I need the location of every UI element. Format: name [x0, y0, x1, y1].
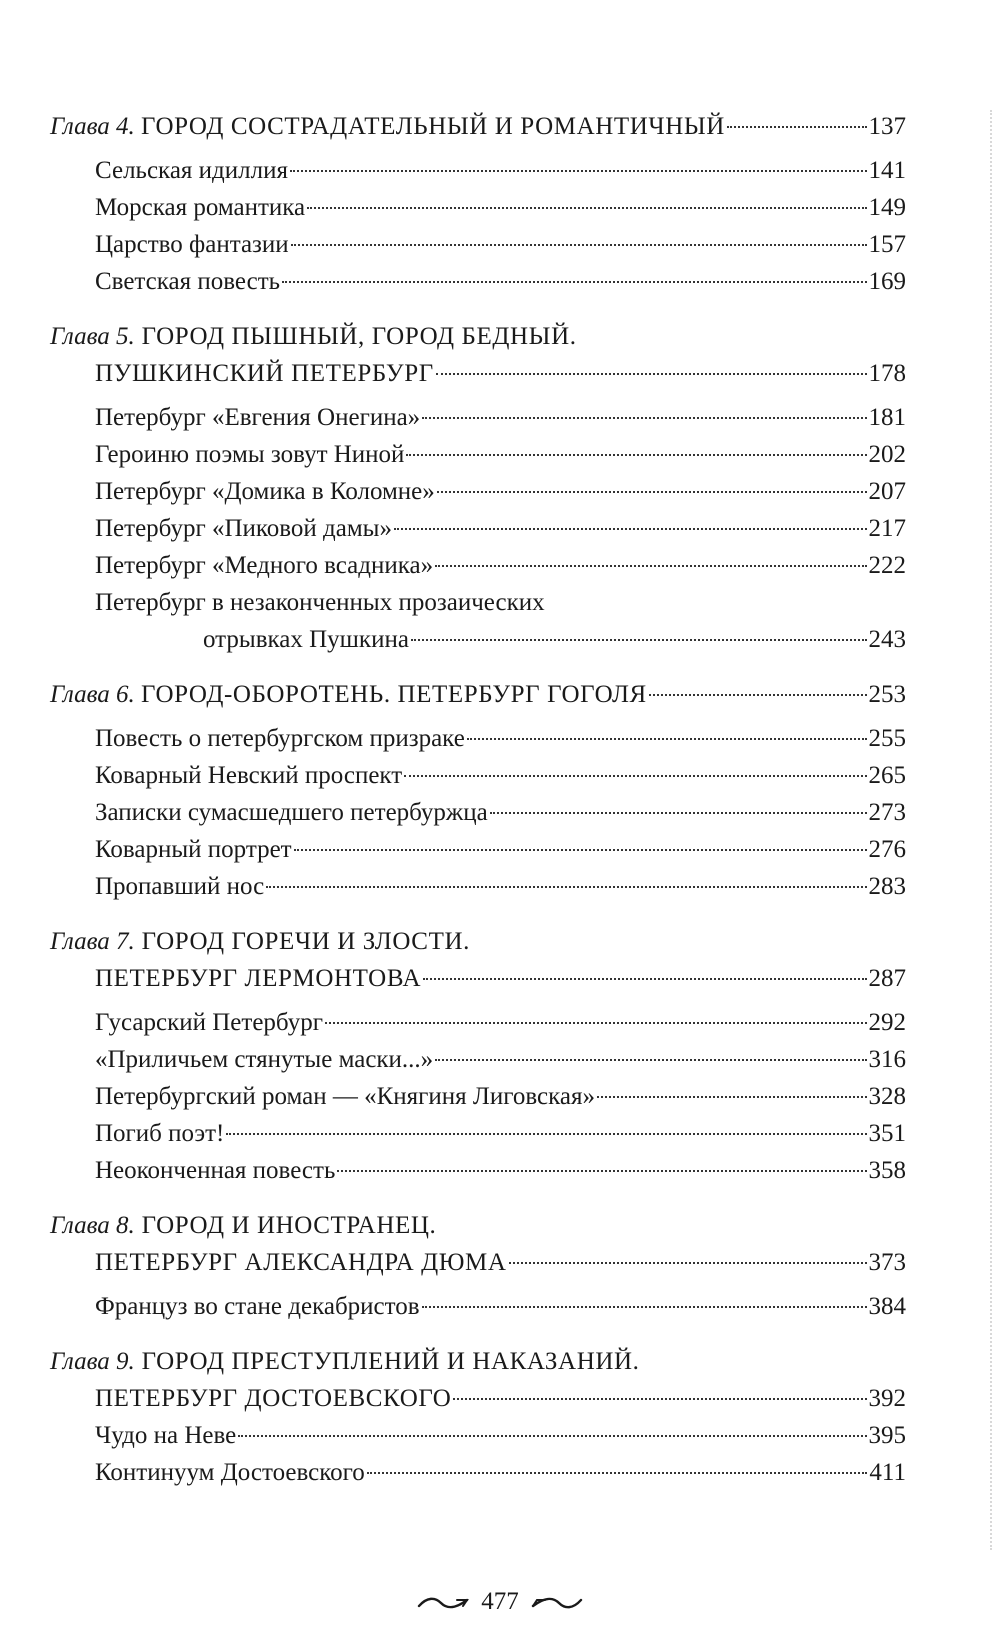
page-number: 292	[868, 1009, 906, 1036]
leader-dots	[291, 244, 867, 246]
section-item	[50, 1417, 906, 1454]
page-number: 351	[868, 1120, 906, 1147]
leader-dots	[490, 812, 867, 814]
leader-dots	[597, 1096, 867, 1098]
chapter-title: ГОРОД И ИНОСТРАНЕЦ.	[141, 1212, 437, 1239]
leader-dots	[307, 207, 866, 209]
page-number: 217	[868, 515, 906, 542]
page-number: 222	[868, 552, 906, 579]
section-item	[50, 868, 906, 905]
section-title: Светская повесть	[95, 268, 281, 295]
section-title: Коварный портрет	[95, 836, 292, 863]
leader-dots	[367, 1472, 868, 1474]
chapter-6	[50, 676, 906, 905]
page-number: 328	[868, 1083, 906, 1110]
leader-dots	[467, 738, 867, 740]
page-number: 243	[868, 626, 906, 653]
section-title: Коварный Невский проспект	[95, 762, 403, 789]
page-number: 384	[868, 1293, 906, 1320]
section-item	[50, 473, 906, 510]
section-title: Гусарский Петербург	[95, 1009, 323, 1036]
chapter-title: ГОРОД СОСТРАДАТЕЛЬНЫЙ И РОМАНТИЧНЫЙ	[141, 113, 725, 140]
leader-dots	[422, 1306, 867, 1308]
chapter-heading-continued	[50, 1244, 906, 1281]
chapter-label: Глава 9.	[50, 1348, 135, 1375]
page-number: 149	[868, 194, 906, 221]
section-list	[50, 1004, 906, 1189]
section-item	[50, 510, 906, 547]
folio-page-number: 477	[481, 1588, 519, 1615]
page-number: 141	[868, 157, 906, 184]
section-list	[50, 1288, 906, 1325]
chapter-heading-continued	[50, 355, 906, 392]
chapter-8	[50, 1207, 906, 1325]
section-item	[50, 1115, 906, 1152]
leader-dots	[436, 373, 867, 375]
section-title: Повесть о петербургском призраке	[95, 725, 465, 752]
chapter-7	[50, 923, 906, 1189]
section-title: Петербург в незаконченных прозаических	[95, 589, 545, 616]
chapter-heading	[50, 1343, 906, 1380]
section-title-continued: отрывках Пушкина	[203, 626, 409, 653]
chapter-heading	[50, 923, 906, 960]
leader-dots	[294, 849, 867, 851]
chapter-heading	[50, 318, 906, 355]
section-title: Героиню поэмы зовут Ниной	[95, 441, 405, 468]
chapter-4	[50, 108, 906, 300]
chapter-heading-continued	[50, 960, 906, 997]
section-title: Петербург «Евгения Онегина»	[95, 404, 421, 431]
page-number: 316	[868, 1046, 906, 1073]
leader-dots	[394, 528, 867, 530]
leader-dots	[290, 170, 867, 172]
chapter-heading	[50, 108, 906, 145]
chapter-5	[50, 318, 906, 658]
chapter-label: Глава 7.	[50, 928, 135, 955]
page-number: 207	[868, 478, 906, 505]
section-list	[50, 720, 906, 905]
section-title: Петербург «Медного всадника»	[95, 552, 434, 579]
leader-dots	[325, 1022, 867, 1024]
leader-dots	[509, 1262, 867, 1264]
section-title: Погиб поэт!	[95, 1120, 225, 1147]
leader-dots	[649, 694, 867, 696]
section-title: Француз во стане декабристов	[95, 1293, 420, 1320]
page-edge	[988, 110, 992, 1550]
chapter-heading	[50, 1207, 906, 1244]
leader-dots	[453, 1398, 866, 1400]
chapter-label: Глава 5.	[50, 323, 135, 350]
right-flourish-icon	[531, 1595, 583, 1611]
leader-dots	[404, 775, 866, 777]
chapter-title: ПЕТЕРБУРГ ЛЕРМОНТОВА	[95, 965, 422, 992]
section-title: Континуум Достоевского	[95, 1459, 365, 1486]
leader-dots	[437, 491, 867, 493]
section-title: «Приличьем стянутые маски...»	[95, 1046, 434, 1073]
leader-dots	[266, 886, 866, 888]
chapter-label: Глава 6.	[50, 681, 135, 708]
section-list	[50, 152, 906, 300]
section-item	[50, 226, 906, 263]
left-flourish-icon	[417, 1595, 469, 1611]
section-title: Петербург «Домика в Коломне»	[95, 478, 435, 505]
section-item	[50, 1004, 906, 1041]
page-number: 253	[868, 681, 906, 708]
section-title: Петербург «Пиковой дамы»	[95, 515, 392, 542]
page-number: 157	[868, 231, 906, 258]
section-item	[50, 757, 906, 794]
page-number: 202	[868, 441, 906, 468]
page-number: 392	[868, 1385, 906, 1412]
section-item	[50, 794, 906, 831]
chapter-title: ГОРОД ПРЕСТУПЛЕНИЙ И НАКАЗАНИЙ.	[141, 1348, 640, 1375]
section-item	[50, 1454, 906, 1491]
page-number: 137	[868, 113, 906, 140]
section-title: Морская романтика	[95, 194, 306, 221]
section-item	[50, 263, 906, 300]
table-of-contents	[50, 108, 906, 1509]
chapter-title: ПУШКИНСКИЙ ПЕТЕРБУРГ	[95, 360, 434, 387]
section-item	[50, 1288, 906, 1325]
section-item	[50, 1041, 906, 1078]
leader-dots	[423, 978, 866, 980]
leader-dots	[422, 417, 866, 419]
chapter-title: ПЕТЕРБУРГ АЛЕКСАНДРА ДЮМА	[95, 1249, 507, 1276]
leader-dots	[435, 1059, 866, 1061]
section-title: Записки сумасшедшего петербуржца	[95, 799, 488, 826]
page-number: 181	[868, 404, 906, 431]
chapter-label: Глава 8.	[50, 1212, 135, 1239]
section-title: Сельская идиллия	[95, 157, 288, 184]
leader-dots	[406, 454, 866, 456]
section-item	[50, 189, 906, 226]
page-number: 178	[868, 360, 906, 387]
section-title: Петербургский роман — «Княгиня Лиговская»	[95, 1083, 595, 1110]
page-number: 283	[868, 873, 906, 900]
page-number: 358	[868, 1157, 906, 1184]
leader-dots	[337, 1170, 866, 1172]
section-item	[50, 152, 906, 189]
page-number: 411	[869, 1459, 906, 1486]
section-list	[50, 1417, 906, 1491]
section-item	[50, 1152, 906, 1189]
section-title: Неоконченная повесть	[95, 1157, 336, 1184]
page-number: 373	[868, 1249, 906, 1276]
section-title: Пропавший нос	[95, 873, 265, 900]
chapter-9	[50, 1343, 906, 1491]
leader-dots	[282, 281, 866, 283]
page-number: 255	[868, 725, 906, 752]
page-number: 276	[868, 836, 906, 863]
section-item	[50, 1078, 906, 1115]
chapter-title: ГОРОД-ОБОРОТЕНЬ. ПЕТЕРБУРГ ГОГОЛЯ	[141, 681, 647, 708]
section-item	[50, 621, 906, 658]
leader-dots	[411, 639, 867, 641]
page-number: 287	[868, 965, 906, 992]
section-item	[50, 436, 906, 473]
chapter-heading-continued	[50, 1380, 906, 1417]
chapter-title: ГОРОД ПЫШНЫЙ, ГОРОД БЕДНЫЙ.	[141, 323, 577, 350]
page-number: 265	[868, 762, 906, 789]
section-item	[50, 399, 906, 436]
page-number: 273	[868, 799, 906, 826]
leader-dots	[226, 1133, 866, 1135]
section-list	[50, 399, 906, 658]
chapter-label: Глава 4.	[50, 113, 135, 140]
chapter-heading	[50, 676, 906, 713]
leader-dots	[435, 565, 866, 567]
page-number: 395	[868, 1422, 906, 1449]
chapter-title: ГОРОД ГОРЕЧИ И ЗЛОСТИ.	[141, 928, 470, 955]
section-title: Чудо на Неве	[95, 1422, 237, 1449]
page-footer	[0, 1587, 1000, 1617]
section-title: Царство фантазии	[95, 231, 289, 258]
page-number: 169	[868, 268, 906, 295]
chapter-title: ПЕТЕРБУРГ ДОСТОЕВСКОГО	[95, 1385, 452, 1412]
leader-dots	[727, 126, 867, 128]
section-item	[50, 831, 906, 868]
section-item	[50, 547, 906, 584]
leader-dots	[238, 1435, 866, 1437]
section-item	[50, 720, 906, 757]
